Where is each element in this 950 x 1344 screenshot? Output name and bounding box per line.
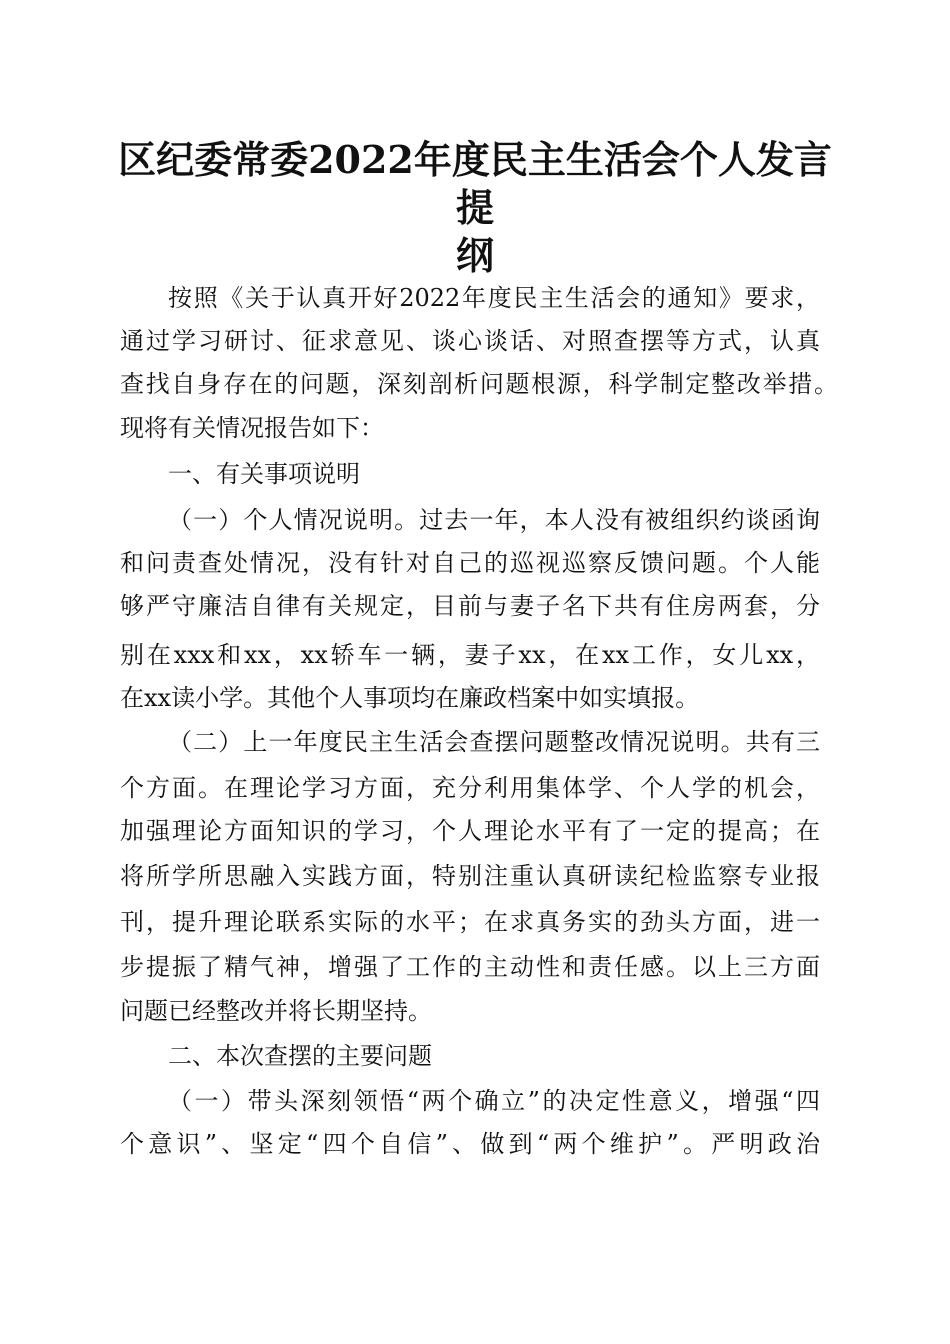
document-title	[100, 136, 850, 280]
s1-p2-line-6: 步提振了精气神，增强了工作的主动性和责任感。以上三方面	[120, 953, 820, 981]
s1-p1-line-4: 别在xxx和xx，xx轿车一辆，妻子xx，在xx工作，女儿xx，	[120, 641, 820, 669]
intro-line-1: 按照《关于认真开好2022年度民主生活会的通知》要求，	[168, 284, 820, 312]
section-2-heading: 二、本次查摆的主要问题	[168, 1042, 432, 1070]
s1-p1-text: 过去一年，本人没有被组织约谈函询	[419, 506, 821, 534]
s1-p2-line-2: 个方面。在理论学习方面，充分利用集体学、个人学的机会，	[120, 774, 820, 802]
s1-p2-line-7: 问题已经整改并将长期坚持。	[120, 997, 432, 1025]
s2-p1-text: 带头深刻领悟“两个确立”的决定性意义，增强“四	[247, 1087, 821, 1115]
s2-p1-line-1	[168, 1086, 820, 1116]
intro-line-2: 通过学习研讨、征求意见、谈心谈话、对照查摆等方式，认真	[120, 327, 820, 355]
s1-p1-line-3: 够严守廉洁自律有关规定，目前与妻子名下共有住房两套，分	[120, 592, 820, 620]
s1-p1-line-2: 和问责查处情况，没有针对自己的巡视巡察反馈问题。个人能	[120, 549, 820, 577]
title-line-1: 区纪委常委2022年度民主生活会个人发言提	[118, 137, 832, 230]
s2-p1-subheading: （一）	[168, 1087, 248, 1115]
s1-p1-line-1	[168, 505, 820, 535]
s1-p2-line-3: 加强理论方面知识的学习，个人理论水平有了一定的提高；在	[120, 817, 820, 845]
s1-p2-subheading: （二）上一年度民主生活会查摆问题整改情况说明。	[168, 728, 746, 756]
s1-p1-line-5: 在xx读小学。其他个人事项均在廉政档案中如实填报。	[120, 684, 700, 712]
s2-p1-line-2: 个意识”、坚定“四个自信”、做到“两个维护”。严明政治	[120, 1130, 820, 1158]
section-1-heading: 一、有关事项说明	[168, 460, 360, 488]
s1-p2-line-1	[168, 727, 820, 757]
s1-p2-line-5: 刊，提升理论联系实际的水平；在求真务实的劲头方面，进一	[120, 908, 820, 936]
s1-p2-text: 共有三	[745, 728, 821, 756]
intro-line-4: 现将有关情况报告如下：	[120, 414, 384, 442]
s1-p1-subheading: （一）个人情况说明。	[168, 506, 420, 534]
s1-p2-line-4: 将所学所思融入实践方面，特别注重认真研读纪检监察专业报	[120, 862, 820, 890]
intro-line-3: 查找自身存在的问题，深刻剖析问题根源，科学制定整改举措。	[120, 370, 838, 398]
title-line-2: 纲	[455, 233, 494, 278]
